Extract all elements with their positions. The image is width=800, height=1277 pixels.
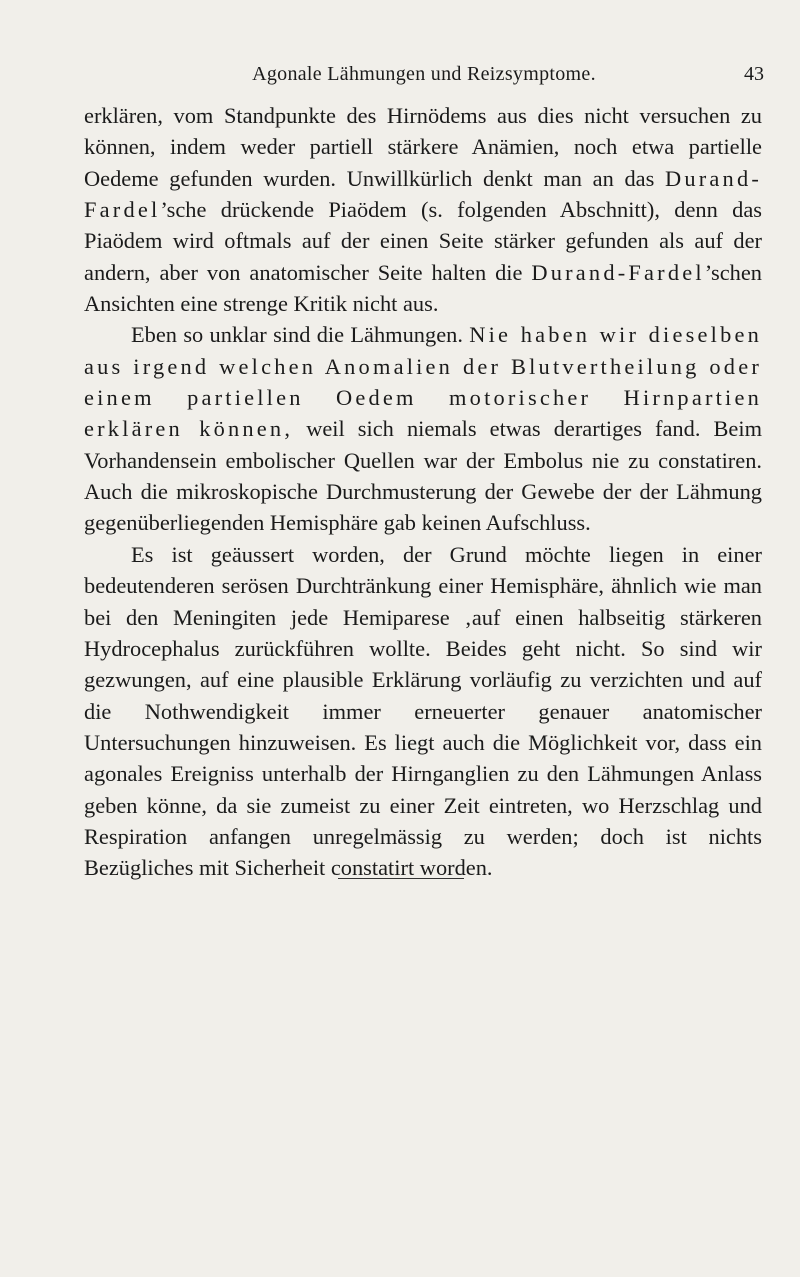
section-divider-rule <box>338 878 464 879</box>
running-title: Agonale Lähmungen und Reizsymptome. <box>252 63 596 85</box>
spaced-name-durand-fardel: Durand-Fardel <box>84 165 762 223</box>
paragraph-1 <box>84 100 762 319</box>
text-segment: weil sich niemals etwas derartiges fand. Beim Vorhandensein embolischer Quellen war der Embolus nie zu constatiren. Auch die mikroskopische Durchmusterung der Gewebe der der Lähmung gegenüberliegenden Hemisphäre gab keinen Aufschluss. <box>84 416 762 536</box>
paragraph-2 <box>84 319 762 538</box>
paragraph-3 <box>84 539 762 884</box>
running-head <box>84 60 764 88</box>
text-segment: erklären, vom Standpunkte des Hirnödems aus dies nicht versuchen zu können, indem weder partiell stärkere Anämien, noch etwa partielle Oedeme gefunden wurden. Unwillkürlich denkt man an das <box>84 103 762 191</box>
body-text <box>84 100 762 884</box>
text-segment: Es ist geäussert worden, der Grund möchte liegen in einer bedeutenderen serösen Durchtränkung einer Hemisphäre, ähnlich wie man bei den Meningiten jede Hemiparese ‚auf einen halbseitig stärkeren Hydrocephalus zurückführen wollte. Beides geht nicht. So sind wir gezwungen, auf eine plausible Erklärung vorläufig zu verzichten und auf die Nothwendigkeit immer erneuerter genauer anatomischer Untersuchungen hinzuweisen. Es liegt auch die Möglichkeit vor, dass ein agonales Ereigniss unterhalb der Hirnganglien zu den Lähmungen Anlass geben könne, da sie zumeist zu einer Zeit eintreten, wo Herzschlag und Respiration anfangen unregelmässig zu werden; doch ist nichts Bezügliches mit Sicherheit constatirt worden. <box>84 541 762 881</box>
text-segment: Eben so unklar sind die Lähmungen. <box>131 322 470 348</box>
page-number: 43 <box>744 63 764 85</box>
spaced-name-durand-fardel: Durand-Fardel <box>531 259 705 285</box>
emphasized-passage: Nie haben wir dieselben aus irgend welchen Anomalien der Blutvertheilung oder einem partiellen Oedem motorischer Hirnpartien erklären können, <box>84 322 762 442</box>
text-segment: ’sche drückende Piaödem (s. folgenden Abschnitt), denn das Piaödem wird oftmals auf der einen Seite stärker gefunden als auf der andern, aber von anatomischer Seite halten die <box>84 197 762 285</box>
text-segment: ’schen Ansichten eine strenge Kritik nicht aus. <box>84 259 762 317</box>
